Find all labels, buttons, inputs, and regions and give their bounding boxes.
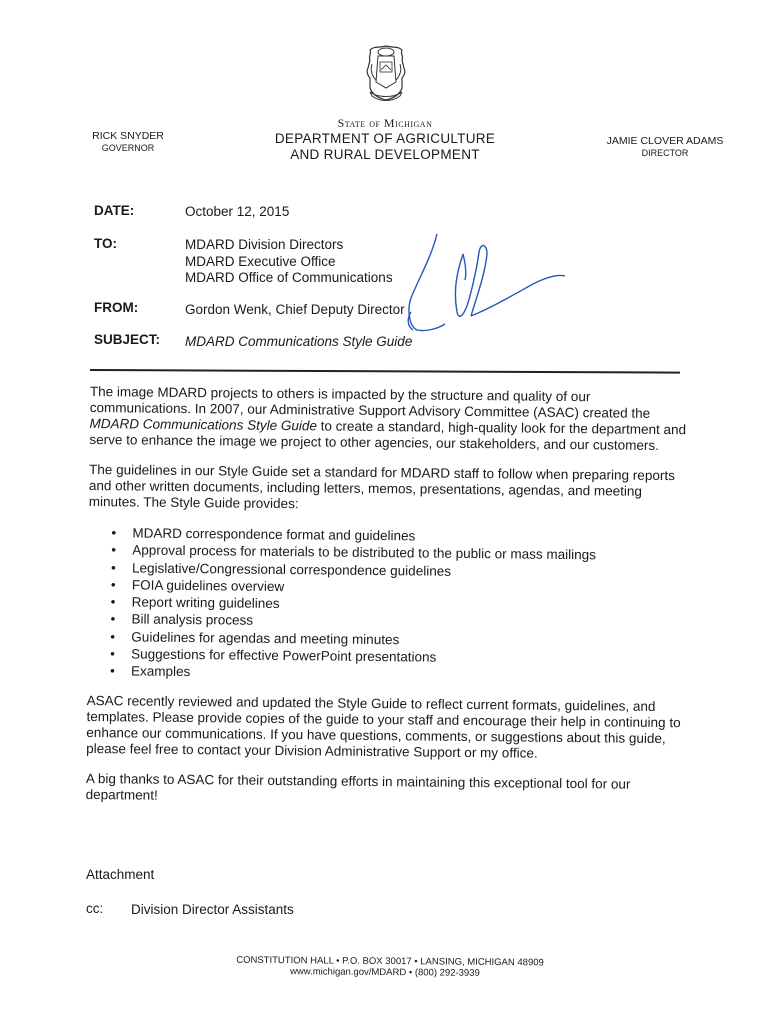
- list-item: • Approval process for materials to be distributed to the public or mass mailings: [88, 541, 688, 565]
- footer-contact: www.michigan.gov/MDARD • (800) 292-3939: [290, 966, 480, 979]
- handwritten-signature: [405, 228, 575, 338]
- memo-body: [85, 384, 689, 823]
- date-value: October 12, 2015: [185, 204, 290, 219]
- paragraph-3: ASAC recently reviewed and updated the Style Guide to reflect current formats, guidelines, and templates. Please provide copies of the guide to your staff and encourage their help in continuing to enhance our communications. If you have questions, comments, or suggestions about this guide, please feel free to contact your Division Administrative Support or my office.: [86, 692, 681, 761]
- list-item: • Report writing guidelines: [88, 593, 688, 617]
- list-item: • Guidelines for agendas and meeting minutes: [87, 628, 687, 652]
- governor-block: [68, 130, 188, 154]
- to-label: TO:: [94, 236, 117, 251]
- to-recipient: MDARD Executive Office: [185, 253, 336, 269]
- state-seal-icon: [360, 42, 412, 106]
- attachment-note: Attachment: [86, 867, 155, 882]
- department-line-2: AND RURAL DEVELOPMENT: [290, 147, 480, 162]
- date-label: DATE:: [94, 203, 135, 218]
- to-values: [185, 237, 393, 287]
- paragraph-2: The guidelines in our Style Guide set a standard for MDARD staff to follow when preparing reports and other written documents, including letters, memos, presentations, agendas, and meeting minutes. The Style Guide provides:: [88, 461, 675, 512]
- list-item: • Bill analysis process: [87, 610, 687, 634]
- provisions-list: [87, 524, 689, 686]
- state-name: State of Michigan: [337, 116, 433, 130]
- paragraph-1: [89, 384, 690, 454]
- to-recipient: MDARD Division Directors: [185, 237, 344, 252]
- department-line-1: DEPARTMENT OF AGRICULTURE: [274, 131, 496, 146]
- director-name: JAMIE CLOVER ADAMS: [606, 135, 724, 147]
- subject-value: MDARD Communications Style Guide: [185, 334, 413, 349]
- list-item: • Legislative/Congressional correspondence guidelines: [88, 559, 688, 583]
- to-recipient: MDARD Office of Communications: [185, 270, 393, 285]
- governor-name: RICK SNYDER: [92, 130, 164, 142]
- cc-value: Division Director Assistants: [131, 902, 294, 917]
- from-value: Gordon Wenk, Chief Deputy Director: [185, 302, 405, 317]
- paragraph-1-text: The image MDARD projects to others is impacted by the structure and quality of our communications. In 2007, our Administrative Support Advisory Committee (ASAC) created the: [89, 384, 651, 421]
- footer-address: CONSTITUTION HALL • P.O. BOX 30017 • LANSING, MICHIGAN 48909: [236, 954, 544, 969]
- director-title: DIRECTOR: [641, 148, 689, 158]
- subject-label: SUBJECT:: [94, 332, 161, 347]
- letterhead-footer: [0, 953, 770, 982]
- cc-label: cc:: [86, 901, 104, 916]
- list-item: • Suggestions for effective PowerPoint presentations: [87, 645, 687, 669]
- from-label: FROM:: [94, 300, 139, 315]
- list-item: • MDARD correspondence format and guidelines: [88, 524, 688, 548]
- governor-title: GOVERNOR: [101, 143, 155, 153]
- list-item: • FOIA guidelines overview: [88, 576, 688, 600]
- style-guide-title: MDARD Communications Style Guide: [89, 415, 317, 434]
- list-item: • Examples: [87, 662, 687, 686]
- paragraph-4: A big thanks to ASAC for their outstanding efforts in maintaining this exceptional tool for our department!: [85, 770, 631, 803]
- paragraph-1-text-end: to create a standard, high-quality look for the department and serve to enhance the image we project to other agencies, our stakeholders, and our customers.: [89, 418, 687, 453]
- director-block: [590, 135, 740, 159]
- header-divider: [90, 369, 680, 374]
